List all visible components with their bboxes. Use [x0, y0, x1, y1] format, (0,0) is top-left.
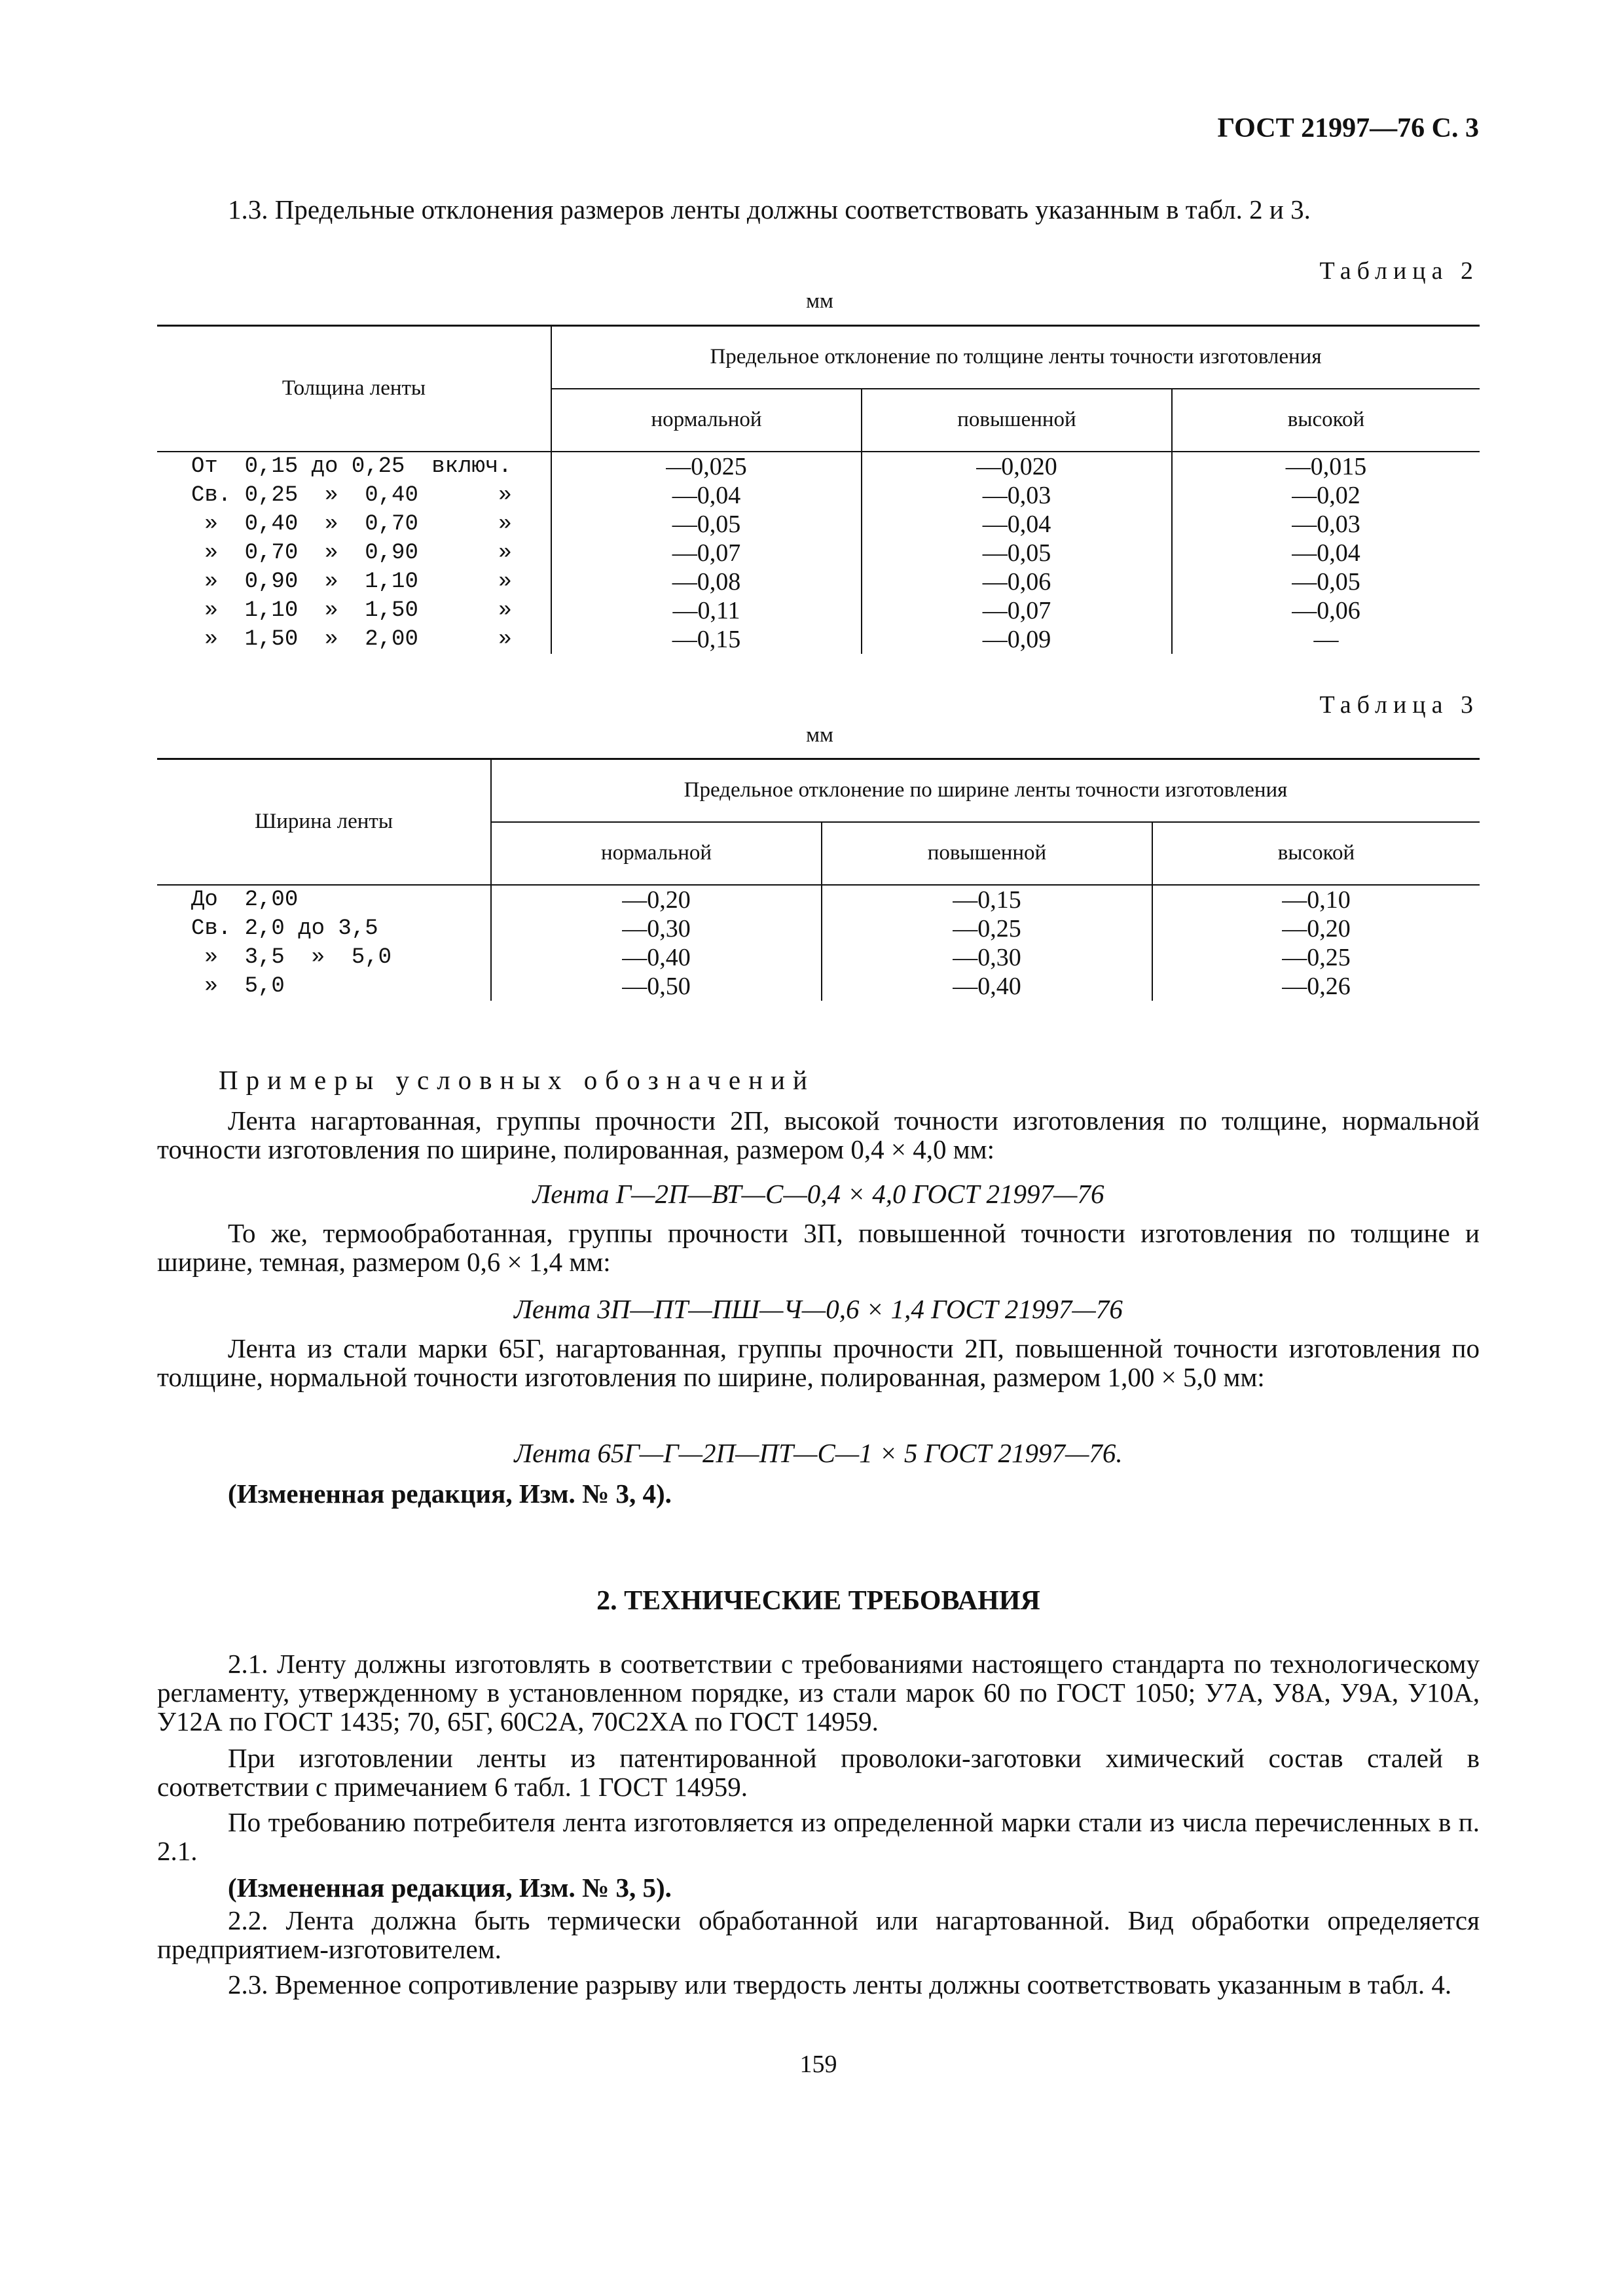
table-row: [157, 452, 1480, 481]
cell: —0,15: [822, 885, 1152, 914]
paragraph-1-3: 1.3. Предельные отклонения размеров ленты должны соответствовать указанным в табл. 2 и 3.: [228, 194, 1311, 224]
cell: —0,04: [1292, 539, 1360, 567]
table-row: [157, 943, 1480, 972]
cell: —0,05: [551, 510, 862, 539]
cell: —0,30: [822, 943, 1152, 972]
table2-unit: мм: [806, 289, 833, 313]
row-label: » 1,50 » 2,00 »: [157, 625, 551, 654]
page-header: ГОСТ 21997—76 С. 3: [1217, 113, 1479, 143]
table-row: [157, 510, 1480, 539]
example-2-text: То же, термообработанная, группы прочности 3П, повышенной точности изготовления по толщине и ширине, темная, размером 0,6 × 1,4 мм:: [157, 1218, 1480, 1277]
cell: —0,15: [551, 625, 862, 654]
table-row: [157, 972, 1480, 1001]
cell: —0,02: [1292, 481, 1360, 509]
table3-sub-high: высокой: [1152, 822, 1480, 885]
cell: —0,20: [1282, 914, 1351, 942]
table-row: [157, 567, 1480, 596]
cell: —0,06: [1292, 596, 1360, 624]
cell: —0,06: [862, 567, 1172, 596]
examples-title: Примеры условных обозначений: [219, 1065, 815, 1095]
amendment-note-2: (Измененная редакция, Изм. № 3, 5).: [228, 1873, 672, 1903]
cell: —0,07: [551, 539, 862, 567]
cell: —0,020: [862, 452, 1172, 481]
paragraph-2-3: 2.3. Временное сопротивление разрыву или твердость ленты должны соответствовать указанным в табл. 4.: [228, 1969, 1452, 2000]
example-1-code: Лента Г—2П—ВТ—С—0,4 × 4,0 ГОСТ 21997—76: [532, 1179, 1104, 1209]
cell: —0,05: [862, 539, 1172, 567]
row-label: » 0,40 » 0,70 »: [157, 510, 551, 539]
cell: —0,025: [551, 452, 862, 481]
cell: —0,20: [491, 885, 822, 914]
table-row: [157, 885, 1480, 914]
table3-caption: Таблица 3: [1319, 691, 1479, 719]
table3-col-width: Ширина ленты: [157, 759, 491, 885]
cell: —0,11: [551, 596, 862, 625]
row-label: От 0,15 до 0,25 включ.: [157, 452, 551, 481]
table2-caption: Таблица 2: [1319, 257, 1479, 285]
table2-sub-high: высокой: [1172, 389, 1480, 452]
table3-unit: мм: [806, 723, 833, 747]
row-label: » 3,5 » 5,0: [157, 943, 491, 972]
paragraph-2-2: 2.2. Лента должна быть термически обработанной или нагартованной. Вид обработки определяется предприятием-изготовителем.: [157, 1905, 1480, 1964]
table-row: [157, 481, 1480, 510]
cell: —0,05: [1292, 567, 1360, 596]
paragraph-2-1: 2.1. Ленту должны изготовлять в соответствии с требованиями настоящего стандарта по технологическому регламенту, утвержденному в установленном порядке, из стали марок 60 по ГОСТ 1050; У7А, У8А, У9А, У10А, У12А по ГОСТ 1435; 70, 65Г, 60С2А, 70С2ХА по ГОСТ 14959.: [157, 1649, 1480, 1736]
amendment-note-1: (Измененная редакция, Изм. № 3, 4).: [228, 1479, 672, 1509]
cell: —0,40: [491, 943, 822, 972]
cell: —0,03: [862, 481, 1172, 510]
example-3-text: Лента из стали марки 65Г, нагартованная, группы прочности 2П, повышенной точности изготовления по толщине, нормальной точности изготовления по ширине, полированная, размером 1,00 × 5,0 мм:: [157, 1333, 1480, 1392]
cell: —0,40: [822, 972, 1152, 1001]
table-3: [157, 758, 1480, 1001]
cell: —0,015: [1285, 452, 1367, 480]
cell: —0,30: [491, 914, 822, 943]
section-2-title: 2. ТЕХНИЧЕСКИЕ ТРЕБОВАНИЯ: [596, 1586, 1040, 1616]
table-row: [157, 596, 1480, 625]
paragraph-2-1-c: По требованию потребителя лента изготовляется из определенной марки стали из числа перечисленных в п. 2.1.: [157, 1807, 1480, 1866]
table2-sub-normal: нормальной: [551, 389, 862, 452]
table-row: [157, 625, 1480, 654]
page-number: 159: [799, 2051, 837, 2078]
row-label: Св. 0,25 » 0,40 »: [157, 481, 551, 510]
table2-col-group: Предельное отклонение по толщине ленты точности изготовления: [551, 326, 1480, 389]
cell: —0,09: [862, 625, 1172, 654]
example-2-code: Лента 3П—ПТ—ПШ—Ч—0,6 × 1,4 ГОСТ 21997—76: [514, 1294, 1123, 1324]
cell: —0,25: [1282, 943, 1351, 971]
table2-col-thickness: Толщина ленты: [157, 326, 551, 452]
cell: —0,07: [862, 596, 1172, 625]
table-row: [157, 539, 1480, 567]
table3-sub-normal: нормальной: [491, 822, 822, 885]
row-label: » 0,70 » 0,90 »: [157, 539, 551, 567]
row-label: » 1,10 » 1,50 »: [157, 596, 551, 625]
table3-col-group: Предельное отклонение по ширине ленты точности изготовления: [491, 759, 1480, 822]
paragraph-2-1-b: При изготовлении ленты из патентированной проволоки-заготовки химический состав сталей в соответствии с примечанием 6 табл. 1 ГОСТ 14959.: [157, 1743, 1480, 1802]
cell: —0,26: [1282, 972, 1351, 1000]
cell: —0,50: [491, 972, 822, 1001]
table-row: [157, 914, 1480, 943]
example-1-text: Лента нагартованная, группы прочности 2П, высокой точности изготовления по толщине, нормальной точности изготовления по ширине, полированная, размером 0,4 × 4,0 мм:: [157, 1105, 1480, 1164]
row-label: Св. 2,0 до 3,5: [157, 914, 491, 943]
row-label: » 5,0: [157, 972, 491, 1001]
cell: —: [1313, 625, 1339, 653]
cell: —0,04: [551, 481, 862, 510]
table2-sub-increased: повышенной: [862, 389, 1172, 452]
row-label: » 0,90 » 1,10 »: [157, 567, 551, 596]
table3-sub-increased: повышенной: [822, 822, 1152, 885]
table-2: [157, 325, 1480, 654]
cell: —0,25: [822, 914, 1152, 943]
cell: —0,04: [862, 510, 1172, 539]
example-3-code: Лента 65Г—Г—2П—ПТ—С—1 × 5 ГОСТ 21997—76.: [514, 1438, 1123, 1468]
cell: —0,08: [551, 567, 862, 596]
cell: —0,10: [1282, 886, 1351, 914]
row-label: До 2,00: [157, 885, 491, 914]
cell: —0,03: [1292, 510, 1360, 538]
